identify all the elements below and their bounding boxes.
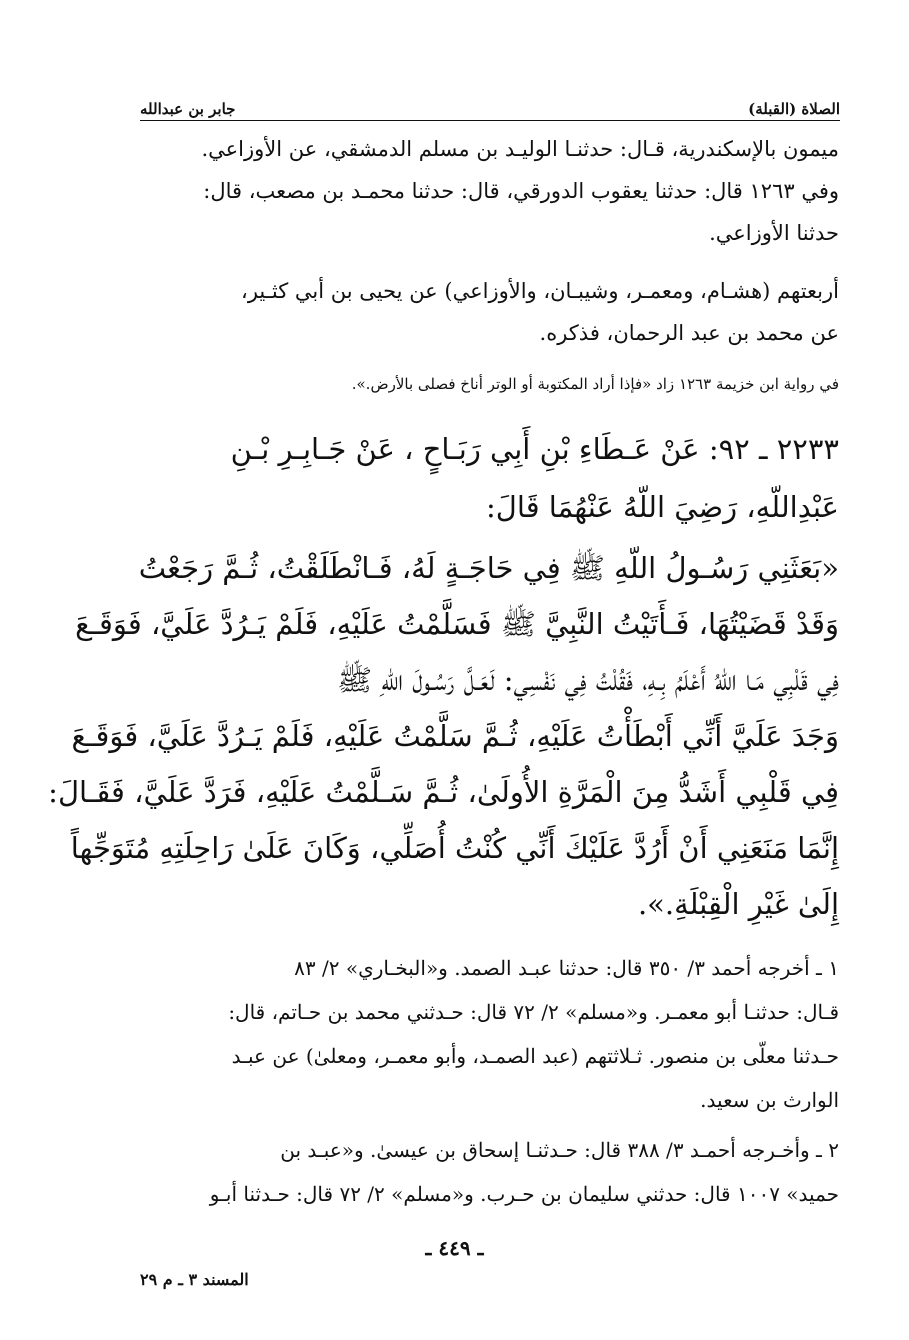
header-narrator: جابر بن عبدالله [140, 100, 236, 118]
header-chapter: الصلاة (القبلة) [748, 100, 840, 118]
paragraph-chain-2 [139, 270, 839, 354]
hadith-text [48, 540, 839, 932]
text-line: أربعتهم (هشـام، ومعمـر، وشيبـان، والأوزاعي) عن يحيى بن أبي كثـير، [241, 279, 839, 303]
text-line: حدثنا الأوزاعي. [709, 221, 839, 245]
footnote-1 [139, 946, 839, 1122]
text-line: حميد» ١٠٠٧ قال: حدثني سليمان بن حـرب. و«مسلم» ٢/ ٧٢ قال: حـدثنا أبـو [209, 1182, 839, 1206]
text-line: ٢ ـ وأخـرجه أحمـد ٣/ ٣٨٨ قال: حـدثنـا إسحاق بن عيسىٰ. و«عبـد بن [280, 1138, 839, 1162]
running-header [140, 94, 840, 121]
text-line: ٢٢٣٣ ـ ٩٢: عَنْ عَـطَاءِ بْنِ أَبِي رَبَـاحٍ ، عَنْ جَـابِـرِ بْـنِ [230, 432, 839, 466]
text-line: وفي ١٢٦٣ قال: حدثنا يعقوب الدورقي، قال: حدثنا محمـد بن مصعب، قال: [203, 179, 839, 203]
signature-mark: المسند ٣ ـ م ٢٩ [140, 1270, 249, 1289]
text-line: حـدثنا معلّى بن منصور. ثـلاثتهم (عبد الصمـد، وأبو معمـر، ومعلىٰ) عن عبـد [231, 1044, 839, 1068]
text-line: إِنَّمَا مَنَعَنِي أَنْ أَرُدَّ عَلَيْكَ أَنِّي كُنْتُ أُصَلِّي، وَكَانَ عَلَىٰ رَاحِلَتِهِ مُتَوَجِّهاً [70, 831, 839, 865]
text-line: ١ ـ أخرجه أحمد ٣/ ٣٥٠ قال: حدثنا عبـد الصمد. و«البخـاري» ٢/ ٨٣ [294, 956, 839, 980]
note-line: في رواية ابن خزيمة ١٢٦٣ زاد «فإذا أراد المكتوبة أو الوتر أناخ فصلى بالأرض.». [351, 375, 839, 393]
paragraph-chain-1 [139, 128, 839, 254]
footnote-2 [139, 1128, 839, 1216]
hadith-heading [139, 420, 839, 536]
text-line: وَجَدَ عَلَيَّ أَنِّي أَبْطَأْتُ عَلَيْهِ، ثُـمَّ سَلَّمْتُ عَلَيْهِ، فَلَمْ يَـرُدَّ عَلَيَّ، فَوَقَـعَ [71, 719, 839, 753]
text-line: عن محمد بن عبد الرحمان، فذكره. [539, 321, 839, 345]
variant-note [139, 370, 839, 398]
text-line: فِي قَلْبِي أَشَدُّ مِنَ الْمَرَّةِ الأُولَىٰ، ثُـمَّ سَـلَّمْتُ عَلَيْهِ، فَرَدَّ عَلَيَّ، فَقَـالَ: [48, 775, 839, 809]
text-line: إِلَىٰ غَيْرِ الْقِبْلَةِ.». [637, 887, 839, 921]
text-line: قـال: حدثنـا أبو معمـر. و«مسلم» ٢/ ٧٢ قال: حـدثني محمد بن حـاتم، قال: [228, 1000, 839, 1024]
text-line: ميمون بالإسكندرية، قـال: حدثنـا الوليـد بن مسلم الدمشقي، عن الأوزاعي. [201, 137, 839, 161]
page-number: ـ ٤٤٩ ـ [425, 1236, 484, 1260]
text-line: فِي قَلْبِي مَـا اللّهُ أَعْلَمُ بِـهِ، فَقُلْتُ فِي نَفْسِي: لَعَـلَّ رَسُـولَ اللّهِ ﷺ [337, 663, 839, 697]
text-line: «بَعَثَنِي رَسُـولُ اللّهِ ﷺ فِي حَاجَـةٍ لَهُ، فَـانْطَلَقْتُ، ثُـمَّ رَجَعْتُ [138, 551, 839, 585]
text-line: الوارث بن سعيد. [700, 1088, 839, 1112]
text-line: وَقَدْ قَضَيْتُهَا، فَـأَتَيْتُ النَّبِيَّ ﷺ فَسَلَّمْتُ عَلَيْهِ، فَلَمْ يَـرُدَّ عَلَيَّ، فَوَقَـعَ [75, 607, 839, 641]
text-line: عَبْدِاللّهِ، رَضِيَ اللّهُ عَنْهُمَا قَالَ: [486, 490, 839, 524]
